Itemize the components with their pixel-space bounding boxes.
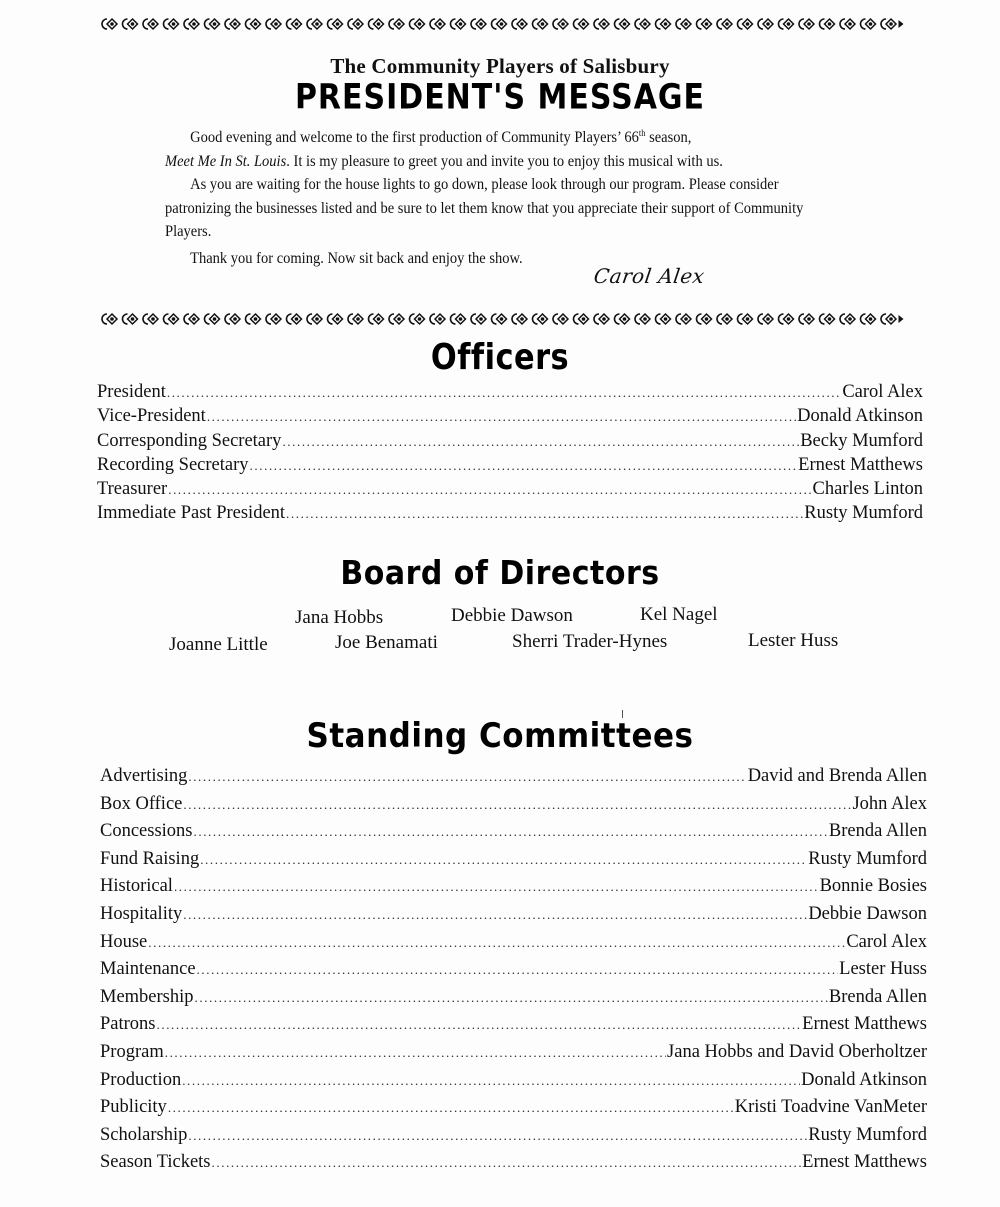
committee-chair: David and Brenda Allen: [747, 766, 927, 786]
dot-leader: [194, 818, 828, 846]
dot-leader: [168, 1094, 734, 1122]
chain-ornament-icon: [97, 312, 922, 326]
committee-row: [100, 846, 927, 874]
dot-leader: [212, 1149, 802, 1177]
officer-row: [97, 501, 923, 525]
committee-row: [100, 1149, 927, 1177]
board-member: Joe Benamati: [335, 632, 438, 653]
committee-row: [100, 956, 927, 984]
committee-role: Hospitality: [100, 903, 183, 924]
chain-ornament-middle: [97, 312, 922, 326]
officer-role: Vice-President: [97, 406, 206, 427]
officer-row: [97, 380, 923, 404]
committee-chair: Bonnie Bosies: [819, 876, 927, 897]
dot-leader: [188, 763, 746, 791]
officer-name: Ernest Matthews: [798, 454, 923, 475]
dot-leader: [282, 430, 799, 453]
board-member: Debbie Dawson: [451, 605, 573, 626]
committee-role: Historical: [100, 876, 173, 897]
officer-role: Treasurer: [97, 479, 168, 500]
message-text: Good evening and welcome to the first production of Community Players’ 66: [190, 129, 639, 146]
dot-leader: [207, 405, 796, 428]
committee-role: Program: [100, 1041, 164, 1062]
committee-row: [100, 1122, 927, 1150]
officer-role: Recording Secretary: [97, 454, 249, 475]
dot-leader: [286, 502, 803, 525]
dot-leader: [250, 454, 798, 477]
officer-role: Immediate Past President: [97, 503, 286, 524]
committee-row: [100, 929, 927, 957]
committee-role: Scholarship: [100, 1124, 188, 1145]
organization-name: The Community Players of Salisbury: [330, 54, 670, 78]
committee-chair: Rusty Mumford: [808, 848, 927, 869]
committee-row: [100, 763, 927, 791]
board-member: Sherri Trader-Hynes: [512, 631, 668, 652]
officer-name: Donald Atkinson: [797, 406, 923, 427]
dot-leader: [168, 478, 811, 501]
committee-role: Season Tickets: [100, 1152, 211, 1173]
committee-role: Patrons: [100, 1014, 156, 1035]
committee-chair: John Alex: [852, 793, 927, 814]
officer-name: Becky Mumford: [800, 430, 923, 451]
committee-role: Publicity: [100, 1097, 167, 1118]
committee-role: House: [100, 931, 148, 952]
dot-leader: [197, 956, 839, 984]
chain-ornament-top: [97, 17, 922, 31]
presidents-message-title: PRESIDENT'S MESSAGE: [294, 77, 706, 118]
committee-chair: Brenda Allen: [828, 986, 927, 1007]
officer-name: Rusty Mumford: [804, 503, 923, 524]
ordinal-suffix: th: [638, 128, 646, 138]
committee-role: Membership: [100, 986, 194, 1007]
committee-chair: Debbie Dawson: [808, 903, 927, 924]
officer-role: Corresponding Secretary: [97, 430, 282, 451]
message-paragraph-2: As you are waiting for the house lights to go down, please look through our program. Please consider patronizing the businesses listed and be sure to let them know that you appreciate their support of Community Players.: [165, 176, 804, 240]
officer-name: Charles Linton: [812, 479, 923, 500]
officer-row: [97, 429, 923, 453]
officer-row: [97, 404, 923, 428]
board-of-directors-title: Board of Directors: [340, 554, 660, 593]
board-member: Lester Huss: [748, 630, 839, 651]
board-member: Joanne Little: [169, 634, 268, 655]
message-paragraph-1: [165, 126, 835, 173]
dot-leader: [157, 1011, 802, 1039]
committee-row: [100, 873, 927, 901]
officer-row: [97, 477, 923, 501]
standing-committees-title: Standing Committees: [306, 716, 694, 756]
committees-list: [100, 763, 927, 1177]
message-paragraph-3: Thank you for coming. Now sit back and enjoy the show.: [190, 249, 523, 267]
dot-leader: [183, 901, 807, 929]
committee-role: Box Office: [100, 793, 183, 814]
dot-leader: [200, 846, 807, 874]
committee-row: [100, 818, 927, 846]
committee-chair: Lester Huss: [839, 959, 927, 980]
message-text: . It is my pleasure to greet you and invite you to enjoy this musical with us.: [286, 152, 723, 170]
presidents-message-body: [165, 126, 835, 270]
dot-leader: [165, 1039, 666, 1067]
dot-leader: [182, 1067, 800, 1095]
officers-title: Officers: [430, 336, 570, 378]
officer-row: [97, 453, 923, 477]
committee-role: Advertising: [100, 766, 188, 786]
show-title: Meet Me In St. Louis: [165, 152, 287, 170]
dot-leader: [183, 791, 851, 819]
committee-row: [100, 1011, 927, 1039]
committee-role: Concessions: [100, 821, 193, 842]
committee-row: [100, 984, 927, 1012]
committee-row: [100, 901, 927, 929]
committee-chair: Donald Atkinson: [801, 1069, 927, 1090]
president-signature: Carol Alex: [592, 264, 707, 288]
committee-role: Fund Raising: [100, 848, 200, 869]
committee-role: Production: [100, 1069, 182, 1090]
committee-chair: Rusty Mumford: [808, 1124, 927, 1145]
message-text: season,: [645, 129, 692, 146]
committee-chair: Carol Alex: [846, 931, 927, 952]
chain-ornament-icon: [97, 17, 922, 31]
dot-leader: [167, 381, 841, 404]
dot-leader: [174, 873, 819, 901]
committee-chair: Jana Hobbs and David Oberholtzer: [667, 1041, 927, 1062]
committee-row: [100, 1094, 927, 1122]
dot-leader: [195, 984, 828, 1012]
dot-leader: [188, 1122, 807, 1150]
board-member: Jana Hobbs: [295, 607, 384, 628]
committee-row: [100, 1039, 927, 1067]
committee-chair: Ernest Matthews: [802, 1152, 927, 1173]
dot-leader: [148, 929, 845, 957]
board-member: Kel Nagel: [640, 604, 718, 625]
committee-chair: Ernest Matthews: [802, 1014, 927, 1035]
committee-chair: Brenda Allen: [828, 821, 927, 842]
officer-name: Carol Alex: [842, 382, 923, 402]
committee-row: [100, 1067, 927, 1095]
officers-list: [97, 380, 923, 526]
committee-chair: Kristi Toadvine VanMeter: [734, 1097, 927, 1118]
committee-role: Maintenance: [100, 959, 196, 980]
committee-row: [100, 791, 927, 819]
officer-role: President: [97, 382, 166, 402]
